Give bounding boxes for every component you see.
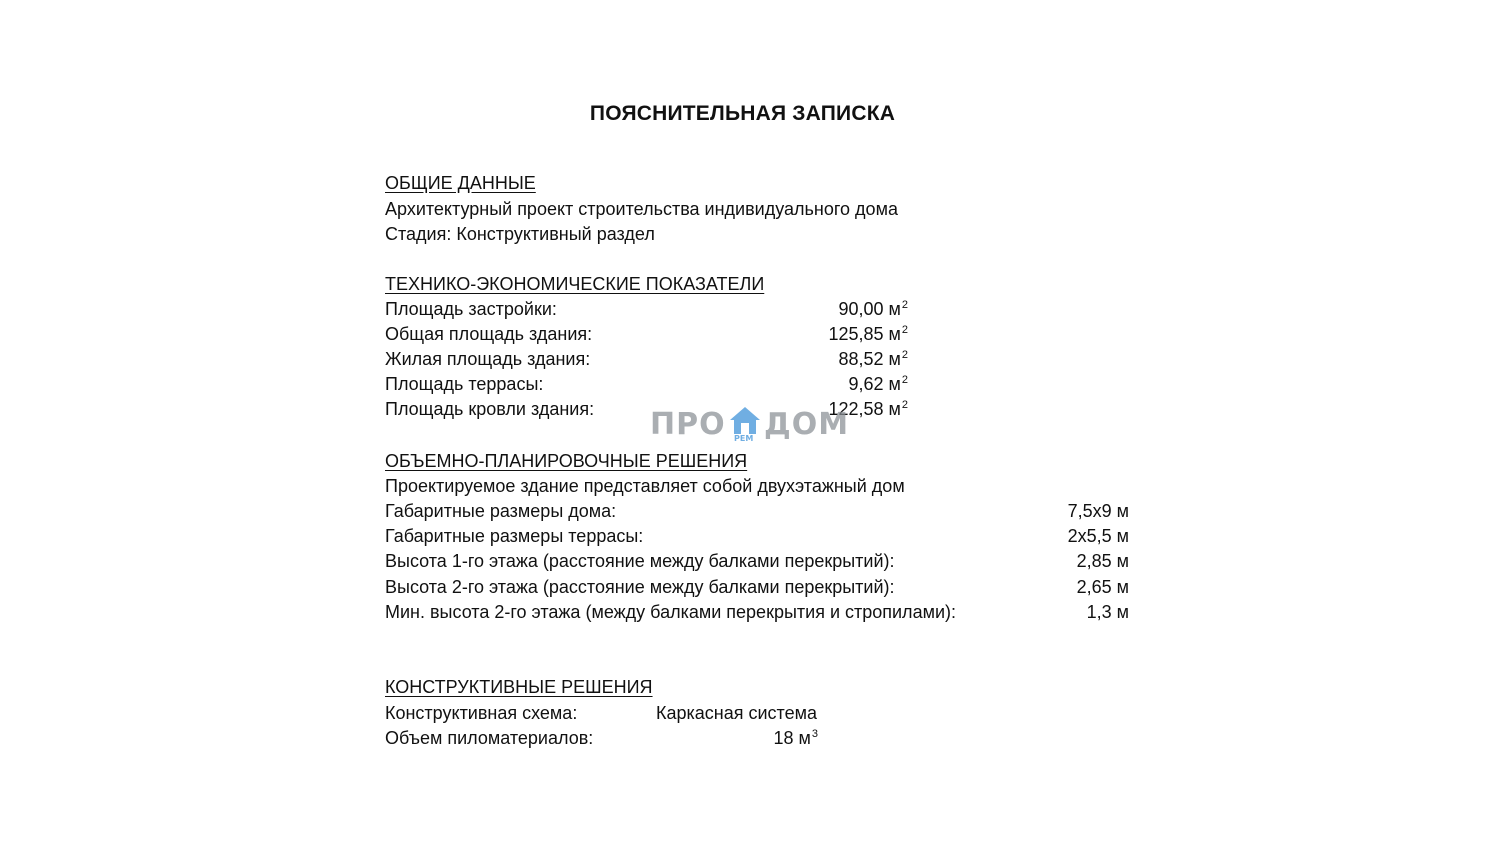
tech-row-label: Площадь террасы: — [385, 374, 544, 394]
page-title: ПОЯСНИТЕЛЬНАЯ ЗАПИСКА — [589, 102, 896, 125]
tech-heading: ТЕХНИКО-ЭКОНОМИЧЕСКИЕ ПОКАЗАТЕЛИ — [385, 274, 765, 294]
general-heading: ОБЩИЕ ДАННЫЕ — [385, 173, 536, 193]
tech-row-value: 9,62 $м^2$ — [848, 374, 908, 394]
structural-heading: КОНСТРУКТИВНЫЕ РЕШЕНИЯ — [385, 677, 653, 697]
tech-row-label: Площадь кровли здания: — [385, 399, 595, 419]
planning-row-label: Высота 1-го этажа (расстояние между балками перекрытий): — [385, 551, 895, 571]
structural-row-label: Объем пиломатериалов: — [385, 728, 594, 748]
planning-row-value: 7,5х9 м — [1067, 501, 1129, 521]
planning-heading: ОБЪЕМНО-ПЛАНИРОВОЧНЫЕ РЕШЕНИЯ — [385, 451, 748, 471]
planning-row-label: Мин. высота 2-го этажа (между балками перекрытия и стропилами): — [385, 602, 956, 622]
planning-row-value: 1,3 м — [1086, 602, 1129, 622]
tech-row-label: Общая площадь здания: — [385, 324, 593, 344]
watermark-text-left: ПРО — [650, 407, 726, 442]
structural-row-value: 18 $м^3$ — [773, 728, 818, 748]
structural-row-value: Каркасная система — [656, 703, 817, 723]
general-line-stage: Стадия: Конструктивный раздел — [385, 224, 655, 244]
tech-row-label: Жилая площадь здания: — [385, 349, 591, 369]
planning-row-label: Габаритные размеры дома: — [385, 501, 617, 521]
structural-row-label: Конструктивная схема: — [385, 703, 578, 723]
planning-row-value: 2,85 м — [1076, 551, 1129, 571]
planning-intro: Проектируемое здание представляет собой двухэтажный дом — [385, 476, 905, 496]
watermark-logo — [650, 404, 850, 446]
tech-row-value: 122,58 $м^2$ — [828, 399, 908, 419]
tech-row-label: Площадь застройки: — [385, 299, 557, 319]
tech-row-value: 125,85 $м^2$ — [828, 324, 908, 344]
planning-row-value: 2,65 м — [1076, 577, 1129, 597]
watermark-small-text: РЕМ — [734, 434, 754, 443]
watermark-text-right: ДОМ — [764, 407, 850, 442]
planning-row-label: Высота 2-го этажа (расстояние между балками перекрытий): — [385, 577, 895, 597]
general-line-project: Архитектурный проект строительства индивидуального дома — [385, 199, 898, 219]
planning-row-label: Габаритные размеры террасы: — [385, 526, 644, 546]
tech-row-value: 88,52 $м^2$ — [838, 349, 908, 369]
planning-row-value: 2х5,5 м — [1067, 526, 1129, 546]
tech-row-value: 90,00 $м^2$ — [838, 299, 908, 319]
